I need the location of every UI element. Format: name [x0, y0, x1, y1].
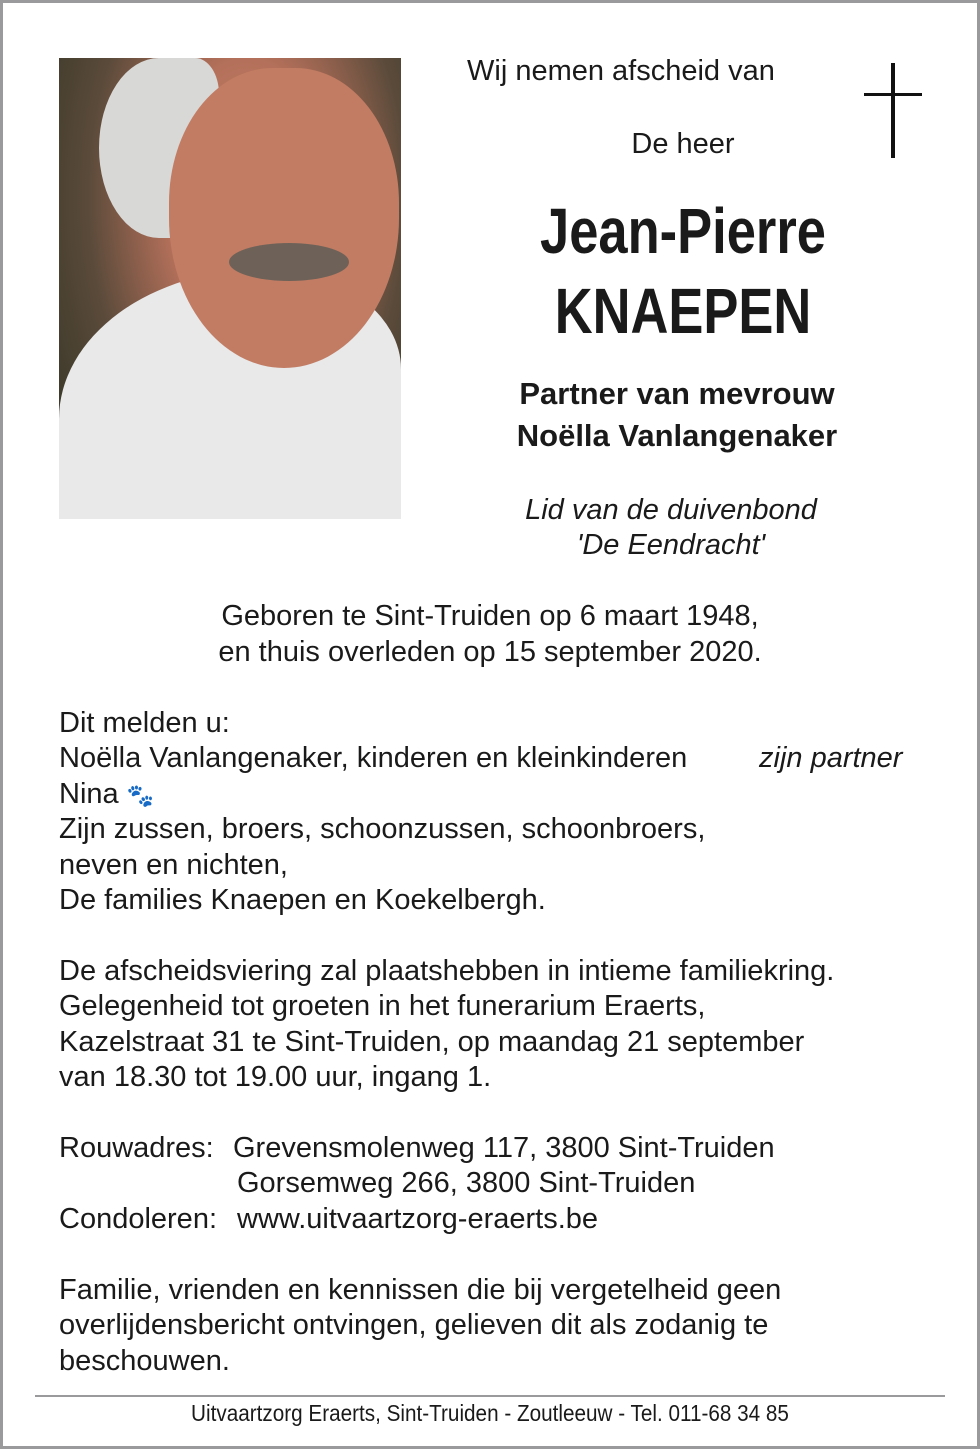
ceremony-line: De afscheidsviering zal plaatshebben in intieme familiekring. [59, 955, 835, 987]
footer-divider [35, 1395, 945, 1397]
announcer-partner: Noëlla Vanlangenaker, kinderen en kleinkinderen [59, 742, 688, 774]
pet-name: Nina [59, 778, 119, 810]
birth-line: Geboren te Sint-Truiden op 6 maart 1948, [221, 600, 759, 632]
closing-line: beschouwen. [59, 1345, 230, 1377]
last-name: KNAEPEN [554, 275, 812, 347]
address-line-2: Gorsemweg 266, 3800 Sint-Truiden [237, 1167, 696, 1199]
death-line: en thuis overleden op 15 september 2020. [218, 636, 762, 668]
ceremony-line: Gelegenheid tot groeten in het funerarium Eraerts, [59, 990, 706, 1022]
announcer-line: neven en nichten, [59, 849, 288, 881]
announcer-line: De families Knaepen en Koekelbergh. [59, 884, 546, 916]
closing-line: Familie, vrienden en kennissen die bij vergetelheid geen [59, 1274, 782, 1306]
partner-line-1: Partner van mevrouw [519, 376, 835, 411]
condolence-label: Condoleren: [59, 1203, 217, 1235]
ceremony-line: van 18.30 tot 19.00 uur, ingang 1. [59, 1061, 492, 1093]
first-name: Jean-Pierre [540, 195, 826, 267]
honorific: De heer [631, 128, 735, 160]
announcer-line: Zijn zussen, broers, schoonzussen, schoonbroers, [59, 813, 706, 845]
portrait-photo [59, 58, 401, 519]
address-label: Rouwadres: [59, 1132, 214, 1164]
partner-line-2: Noëlla Vanlangenaker [516, 418, 838, 453]
closing-line: overlijdensbericht ontvingen, gelieven dit als zodanig te [59, 1309, 769, 1341]
address-line-1: Grevensmolenweg 117, 3800 Sint-Truiden [233, 1132, 775, 1164]
announcer-role: zijn partner [759, 742, 903, 774]
announcers-heading: Dit melden u: [59, 707, 230, 739]
condolence-link[interactable]: www.uitvaartzorg-eraerts.be [237, 1203, 599, 1235]
membership-line-2: 'De Eendracht' [576, 529, 766, 561]
membership-line-1: Lid van de duivenbond [525, 494, 817, 526]
paw-icon: 🐾 [126, 783, 155, 808]
ceremony-line: Kazelstraat 31 te Sint-Truiden, op maandag 21 september [59, 1026, 805, 1058]
intro-text: Wij nemen afscheid van [467, 55, 775, 87]
footer-text: Uitvaartzorg Eraerts, Sint-Truiden - Zoutleeuw - Tel. 011-68 34 85 [191, 1400, 789, 1426]
